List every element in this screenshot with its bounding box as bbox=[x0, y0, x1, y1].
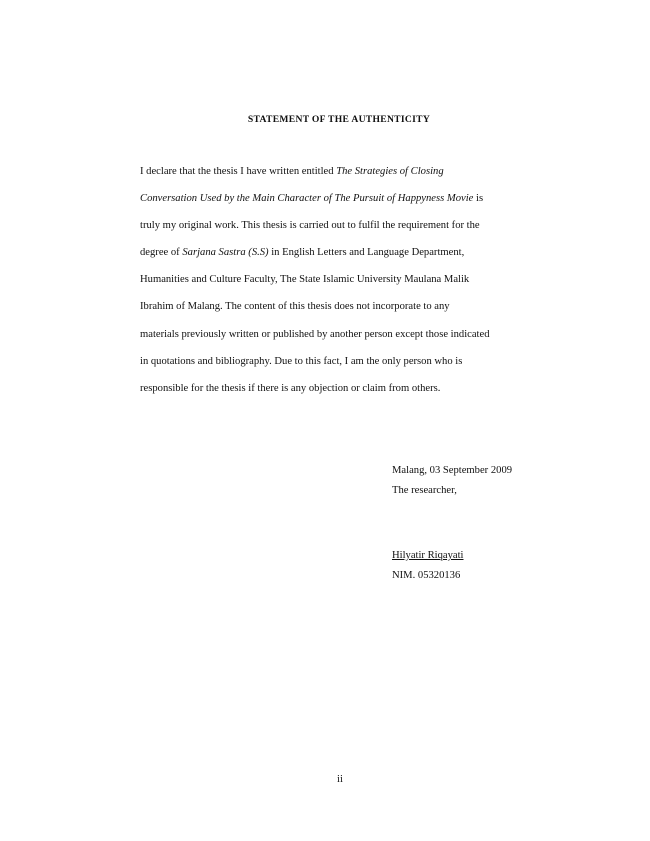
paragraph-line: I declare that the thesis I have written entitled The Strategies of Closing bbox=[140, 166, 444, 177]
signature-space bbox=[392, 501, 512, 546]
degree-name: Sarjana Sastra (S.S) bbox=[182, 247, 269, 259]
paragraph-line: truly my original work. This thesis is carried out to fulfil the requirement for the bbox=[140, 220, 480, 232]
paragraph-line: Humanities and Culture Faculty, The State Islamic University Maulana Malik bbox=[140, 274, 470, 286]
thesis-title-part-1: The Strategies of Closing bbox=[336, 166, 444, 177]
paragraph-line: materials previously written or published by another person except those indicated bbox=[140, 328, 490, 340]
thesis-title-part-2: Conversation Used by the Main Character of The Pursuit of Happyness Movie bbox=[140, 193, 474, 205]
signature-block bbox=[392, 461, 512, 586]
paragraph-line: Ibrahim of Malang. The content of this thesis does not incorporate to any bbox=[140, 301, 450, 313]
page-number: ii bbox=[337, 774, 343, 785]
declaration-paragraph bbox=[140, 158, 540, 402]
paragraph-line: degree of Sarjana Sastra (S.S) in English Letters and Language Department, bbox=[140, 247, 465, 259]
signer-role: The researcher, bbox=[392, 485, 457, 496]
paragraph-line: responsible for the thesis if there is any objection or claim from others. bbox=[140, 382, 441, 394]
page-title: STATEMENT OF THE AUTHENTICITY bbox=[247, 114, 431, 125]
place-date: Malang, 03 September 2009 bbox=[392, 465, 513, 476]
paragraph-line: Conversation Used by the Main Character of The Pursuit of Happyness Movie is bbox=[140, 193, 484, 205]
paragraph-line: in quotations and bibliography. Due to this fact, I am the only person who is bbox=[140, 355, 463, 367]
student-id: NIM. 05320136 bbox=[392, 570, 461, 581]
signer-name: Hilyatir Riqayati bbox=[392, 550, 464, 561]
